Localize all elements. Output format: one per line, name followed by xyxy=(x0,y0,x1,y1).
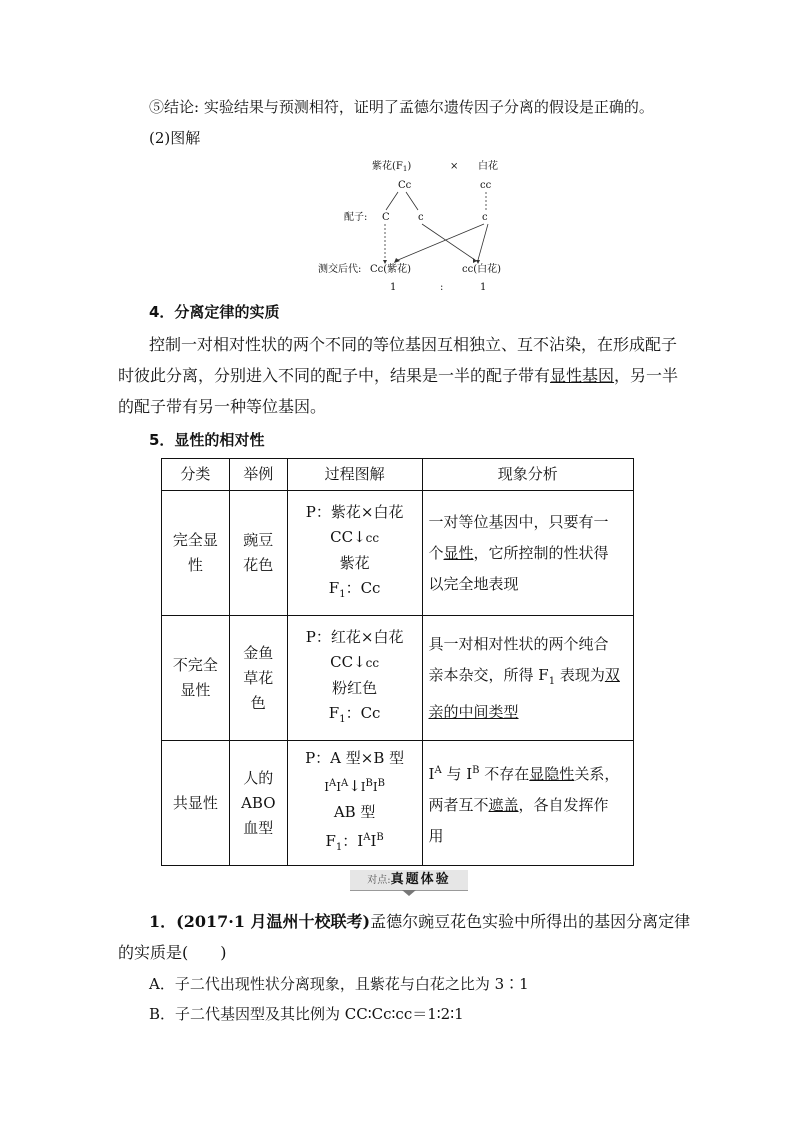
cell-line: AB 型 xyxy=(333,803,376,821)
header-cell: 现象分析 xyxy=(422,459,633,491)
cell-line: 共显性 xyxy=(172,793,218,812)
text-span: 时彼此分离，分别进入不同的配子中，结果是一半的配子带有 xyxy=(118,366,551,385)
process-cell xyxy=(287,616,422,741)
cell-line: 血型 xyxy=(243,818,274,837)
text-span: 1 xyxy=(339,713,346,725)
text-span: ，它所控制的性状得 xyxy=(473,543,609,562)
text-span: 个 xyxy=(428,543,444,562)
arrow-head xyxy=(394,258,400,263)
banner-pointer-icon xyxy=(402,890,416,896)
text-span: I xyxy=(428,764,435,783)
test-cross-diagram xyxy=(310,150,530,295)
text-span: cc xyxy=(365,530,380,545)
section5-heading: 5．显性的相对性 xyxy=(149,431,265,449)
text-span: F xyxy=(328,578,340,597)
offspring2: cc(白花) xyxy=(462,264,502,275)
cell-line: 草花 xyxy=(243,668,274,687)
cell-line xyxy=(429,538,627,569)
gamete-label: 配子: xyxy=(344,212,368,223)
cell-line: 粉红色 xyxy=(332,678,378,697)
example-cell xyxy=(229,741,287,866)
category-cell xyxy=(162,741,230,866)
question-source: (2017·1 月温州十校联考) xyxy=(176,912,371,931)
text-span: I xyxy=(336,780,341,794)
parent2-label: 白花 xyxy=(478,161,498,172)
text-span: F xyxy=(325,832,336,850)
text-span: 不存在 xyxy=(479,764,530,783)
cross-symbol: × xyxy=(450,161,459,172)
text-span: 孟德尔豌豆花色实验中所得出的基因分离定律 xyxy=(370,912,691,931)
banner-prefix: 对点: xyxy=(367,875,391,886)
underlined-term: 显隐性 xyxy=(529,764,575,783)
underlined-term: 显性 xyxy=(443,543,474,562)
text-span: F xyxy=(328,703,340,722)
offspring-label: 测交后代: xyxy=(318,264,362,275)
cell-line: 用 xyxy=(428,826,444,845)
cell-line xyxy=(288,650,422,676)
text-span: 1 xyxy=(548,675,556,687)
cell-line: 豌豆 xyxy=(243,531,274,549)
text-span: 与 I xyxy=(441,764,473,783)
parent1-label: 紫花$(F_1)$ xyxy=(372,161,412,173)
text-span: I xyxy=(370,832,377,850)
arrow-line xyxy=(386,192,398,210)
conclusion-text: ⑤结论: 实验结果与预测相符，证明了孟德尔遗传因子分离的假设是正确的。 xyxy=(149,98,654,116)
example-cell xyxy=(229,491,287,616)
cell-line: 具一对相对性状的两个纯合 xyxy=(428,634,609,653)
section4-line2 xyxy=(118,366,678,386)
arrow-line xyxy=(422,224,475,260)
cell-line: 性 xyxy=(187,556,203,574)
cell-line xyxy=(288,525,422,551)
process-cell xyxy=(287,491,422,616)
offspring1: Cc(紫花) xyxy=(370,264,412,275)
underlined-term: 亲的中间类型 xyxy=(428,702,519,721)
cell-line: 人的 xyxy=(243,768,274,787)
text-span: B xyxy=(365,778,373,789)
text-span: I xyxy=(324,780,329,794)
cell-line: 完全显 xyxy=(172,531,218,549)
cell-line xyxy=(288,701,422,732)
text-span: I xyxy=(360,780,366,794)
gamete1: C xyxy=(382,212,390,223)
text-span: A xyxy=(340,778,349,789)
table-row xyxy=(162,616,634,741)
text-span: 关系， xyxy=(574,764,620,783)
section-banner xyxy=(350,870,468,891)
cell-line: 一对等位基因中，只要有一 xyxy=(428,512,609,531)
question1-line1 xyxy=(149,912,690,932)
cell-line xyxy=(288,825,422,860)
cell-line: P：A 型×B 型 xyxy=(305,749,405,767)
example-cell xyxy=(229,616,287,741)
cell-line: 花色 xyxy=(243,556,274,574)
cell-line: 不完全 xyxy=(172,656,218,674)
cell-line xyxy=(429,697,627,728)
cell-line: 色 xyxy=(250,693,266,712)
text-span: 表现为 xyxy=(555,665,605,684)
text-span: I xyxy=(372,780,378,794)
description-cell xyxy=(422,491,633,616)
down-arrow-icon: ↓ xyxy=(353,527,366,546)
text-span: CC xyxy=(330,527,354,546)
underlined-term: 双 xyxy=(604,665,620,684)
description-cell xyxy=(422,616,633,741)
text-span: 亲本杂交，所得 F xyxy=(428,665,549,684)
section4-line3: 的配子带有另一种等位基因。 xyxy=(118,397,327,416)
cell-line xyxy=(429,660,627,697)
question1-line2: 的实质是( ) xyxy=(118,943,227,962)
ratio-left: 1 xyxy=(390,282,397,293)
banner-title: 真题体验 xyxy=(390,872,451,887)
down-arrow-icon: ↓ xyxy=(353,652,366,671)
section4-line1: 控制一对相对性状的两个不同的等位基因互相独立、互不沾染，在形成配子 xyxy=(149,335,678,354)
text-span: B xyxy=(472,764,480,776)
arrow-line xyxy=(398,224,484,260)
underlined-term: 显性基因 xyxy=(550,366,615,385)
cell-line xyxy=(288,576,422,607)
genotype1: Cc xyxy=(398,180,412,191)
header-cell: 分类 xyxy=(162,459,230,491)
ratio-sep: : xyxy=(440,282,444,293)
cell-line xyxy=(429,755,627,790)
dominance-table xyxy=(161,458,634,866)
genotype2: cc xyxy=(480,180,492,191)
table-row xyxy=(162,491,634,616)
text-span: A xyxy=(363,832,371,843)
text-span: B xyxy=(377,778,386,789)
diagram-heading: (2)图解 xyxy=(149,129,201,147)
gamete3: c xyxy=(482,212,488,223)
ratio-right: 1 xyxy=(480,282,487,293)
cell-line xyxy=(429,790,627,821)
arrow-line xyxy=(478,224,488,260)
category-cell xyxy=(162,616,230,741)
text-span: A xyxy=(329,778,337,789)
description-cell xyxy=(422,741,633,866)
header-cell: 过程图解 xyxy=(287,459,422,491)
cell-line: 以完全地表现 xyxy=(428,574,519,593)
text-span: ：Cc xyxy=(345,703,381,722)
cell-line: 金鱼 xyxy=(243,643,274,662)
text-span: 1 xyxy=(335,842,343,853)
text-span: 两者互不 xyxy=(428,795,489,814)
header-cell: 举例 xyxy=(229,459,287,491)
cell-line: ABO xyxy=(241,793,276,812)
text-span: ，各自发挥作 xyxy=(518,795,609,814)
text-span: CC xyxy=(330,652,354,671)
cell-line: P：紫花×白花 xyxy=(305,502,404,521)
cell-line: P：红花×白花 xyxy=(305,627,404,646)
text-span: ：I xyxy=(342,832,364,850)
option-a: A．子二代出现性状分离现象，且紫花与白花之比为 3∶1 xyxy=(149,975,529,993)
text-span: ，另一半 xyxy=(614,366,679,385)
text-span: B xyxy=(376,832,384,843)
option-b: B．子二代基因型及其比例为 CC∶Cc∶cc＝1∶2∶1 xyxy=(149,1005,464,1023)
arrow-line xyxy=(406,192,418,210)
gamete2: c xyxy=(418,212,424,223)
section4-heading: 4．分离定律的实质 xyxy=(149,303,280,321)
text-span: cc xyxy=(365,655,380,670)
text-span: 1 xyxy=(339,588,346,600)
down-arrow-icon: ↓ xyxy=(348,777,361,795)
table-row xyxy=(162,741,634,866)
question-number: 1． xyxy=(149,912,177,931)
cell-line xyxy=(288,771,422,800)
category-cell xyxy=(162,491,230,616)
process-cell xyxy=(287,741,422,866)
text-span: A xyxy=(434,764,442,776)
cell-line: 显性 xyxy=(180,681,211,699)
cell-line: 紫花 xyxy=(339,553,370,572)
text-span: ：Cc xyxy=(345,578,381,597)
table-header-row xyxy=(162,459,634,491)
underlined-term: 遮盖 xyxy=(488,795,519,814)
